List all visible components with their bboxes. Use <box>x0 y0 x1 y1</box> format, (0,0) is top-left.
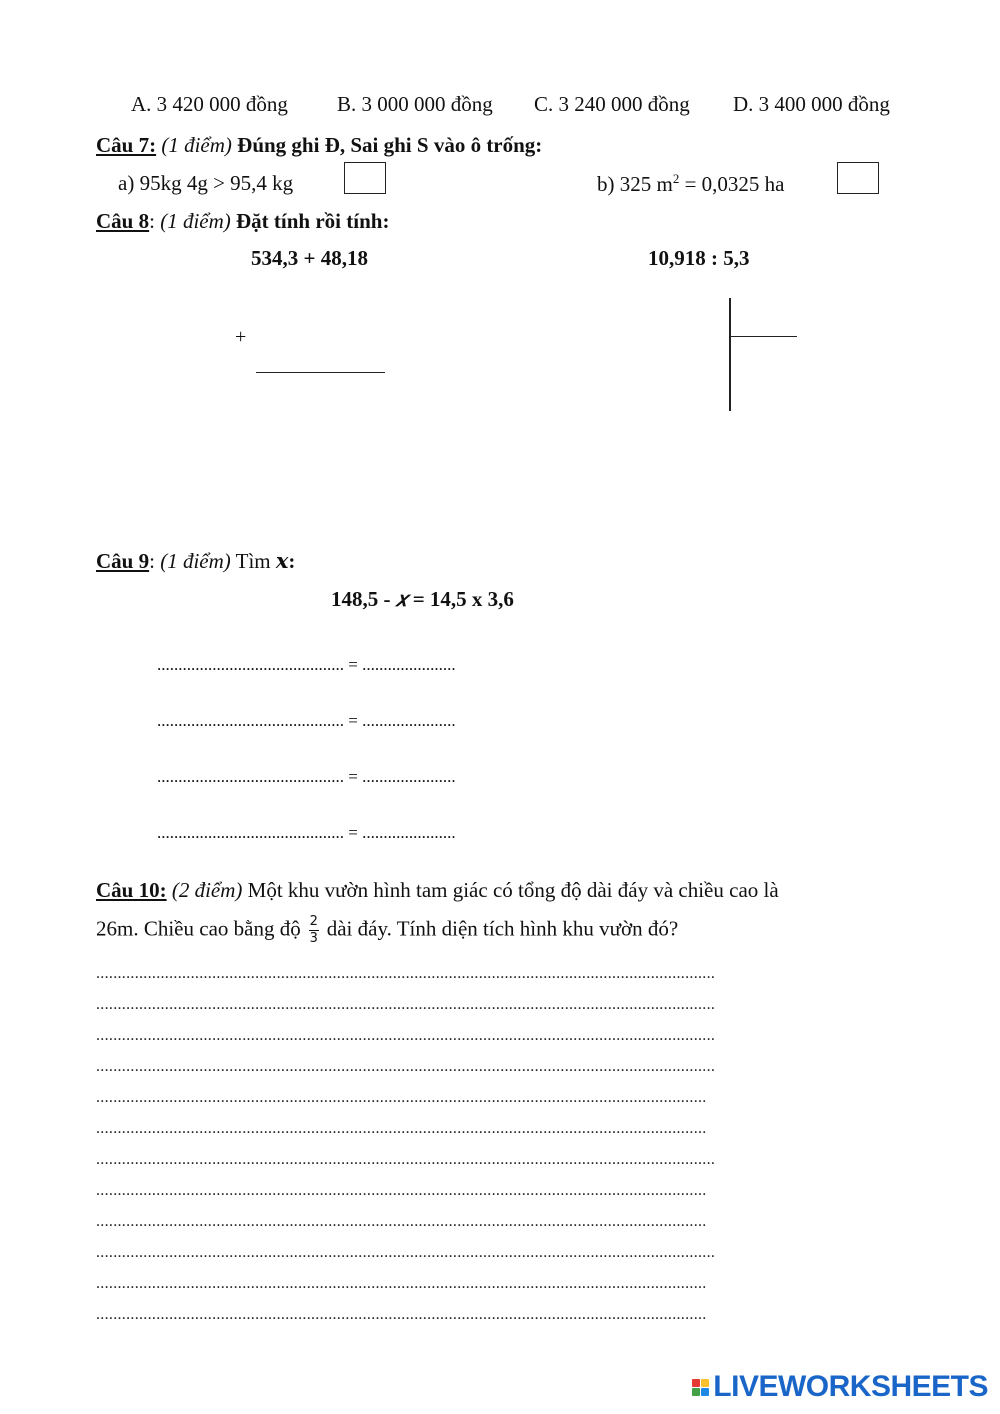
q10-points: (2 điểm) <box>171 878 243 902</box>
two-thirds-fraction <box>309 915 319 946</box>
q10-answer-line-5[interactable]: .............................................................................................................................................. <box>96 1089 707 1106</box>
q9-answer-line-3[interactable]: ............................................ = ...................... <box>157 767 456 786</box>
q10-text-2-suffix: dài đáy. Tính diện tích hình khu vườn đó? <box>326 916 679 941</box>
q10-answer-line-1[interactable]: ................................................................................................................................................ <box>96 965 716 982</box>
q10-answer-line-6[interactable]: .............................................................................................................................................. <box>96 1120 707 1137</box>
logo-square-blue <box>701 1388 709 1396</box>
q7-statement-b <box>597 171 785 197</box>
fraction-denominator: 3 <box>309 931 318 946</box>
q10-answer-line-11[interactable]: .............................................................................................................................................. <box>96 1275 707 1292</box>
q9-answer-line-4[interactable]: ............................................ = ...................... <box>157 823 456 842</box>
q7-instruction: Đúng ghi Đ, Sai ghi S vào ô trống: <box>237 133 543 157</box>
liveworksheets-brand: LIVEWORKSHEETS <box>713 1370 988 1403</box>
q10-text-1: Một khu vườn hình tam giác có tổng độ dài đáy và chiều cao là <box>242 878 779 902</box>
q8-label: Câu 8 <box>96 209 150 233</box>
addition-plus-sign: + <box>235 326 247 348</box>
q10-answer-line-4[interactable]: ................................................................................................................................................ <box>96 1058 716 1075</box>
q6-option-c[interactable]: C. 3 240 000 đồng <box>534 92 690 116</box>
q9-eq-left: 148,5 - <box>331 587 396 611</box>
q9-colon: : <box>149 549 155 573</box>
q9-eq-variable: 𝑥 <box>395 587 408 611</box>
q7-statement-a: a) 95kg 4g > 95,4 kg <box>118 171 294 195</box>
q9-heading <box>96 548 295 574</box>
q10-line-1 <box>96 878 898 903</box>
q10-answer-line-9[interactable]: .............................................................................................................................................. <box>96 1213 707 1230</box>
q9-answer-line-1[interactable]: ............................................ = ...................... <box>157 655 456 674</box>
q6-option-a[interactable]: A. 3 420 000 đồng <box>131 92 288 116</box>
q10-text-2-prefix: 26m. Chiều cao bằng độ <box>96 916 301 941</box>
q7-b-superscript: 2 <box>672 171 680 186</box>
q7-b-suffix: = 0,0325 ha <box>679 172 785 196</box>
q8-heading <box>96 209 389 234</box>
q7-answer-box-b[interactable] <box>837 162 879 194</box>
q9-instruction-suffix: : <box>288 549 296 573</box>
q9-equation <box>331 587 514 612</box>
q10-answer-line-2[interactable]: ................................................................................................................................................ <box>96 996 716 1013</box>
q7-heading <box>96 133 542 158</box>
logo-square-green <box>692 1388 700 1396</box>
division-horizontal-line <box>730 336 797 337</box>
liveworksheets-logo[interactable] <box>692 1370 988 1404</box>
q8-points: (1 điểm) <box>160 209 231 233</box>
q8-colon: : <box>149 209 155 233</box>
q7-b-prefix: b) 325 m <box>597 172 673 196</box>
division-vertical-line <box>729 298 731 411</box>
logo-square-yellow <box>701 1379 709 1387</box>
q10-line-2 <box>96 915 678 946</box>
q9-instruction-prefix: Tìm <box>235 549 276 573</box>
q6-option-b[interactable]: B. 3 000 000 đồng <box>337 92 493 116</box>
fraction-numerator: 2 <box>309 914 318 929</box>
q9-label: Câu 9 <box>96 549 150 573</box>
q6-option-d[interactable]: D. 3 400 000 đồng <box>733 92 890 116</box>
liveworksheets-logo-icon <box>692 1379 709 1396</box>
q10-answer-line-3[interactable]: ................................................................................................................................................ <box>96 1027 716 1044</box>
q10-answer-line-12[interactable]: .............................................................................................................................................. <box>96 1306 707 1323</box>
q8-instruction: Đặt tính rồi tính: <box>236 209 390 233</box>
q9-eq-right: = 14,5 x 3,6 <box>407 587 514 611</box>
q8-expression-addition: 534,3 + 48,18 <box>251 246 368 270</box>
q9-points: (1 điểm) <box>160 549 231 573</box>
q10-answer-line-7[interactable]: ................................................................................................................................................ <box>96 1151 716 1168</box>
q10-label: Câu 10: <box>96 878 167 902</box>
q9-answer-line-2[interactable]: ............................................ = ...................... <box>157 711 456 730</box>
q7-answer-box-a[interactable] <box>344 162 386 194</box>
q10-answer-line-8[interactable]: .............................................................................................................................................. <box>96 1182 707 1199</box>
q8-expression-division: 10,918 : 5,3 <box>648 246 750 270</box>
logo-square-red <box>692 1379 700 1387</box>
q7-label: Câu 7: <box>96 133 157 157</box>
addition-result-line <box>256 372 385 373</box>
q7-points: (1 điểm) <box>161 133 232 157</box>
q9-variable: 𝒙 <box>275 549 289 573</box>
q10-answer-line-10[interactable]: ................................................................................................................................................ <box>96 1244 716 1261</box>
